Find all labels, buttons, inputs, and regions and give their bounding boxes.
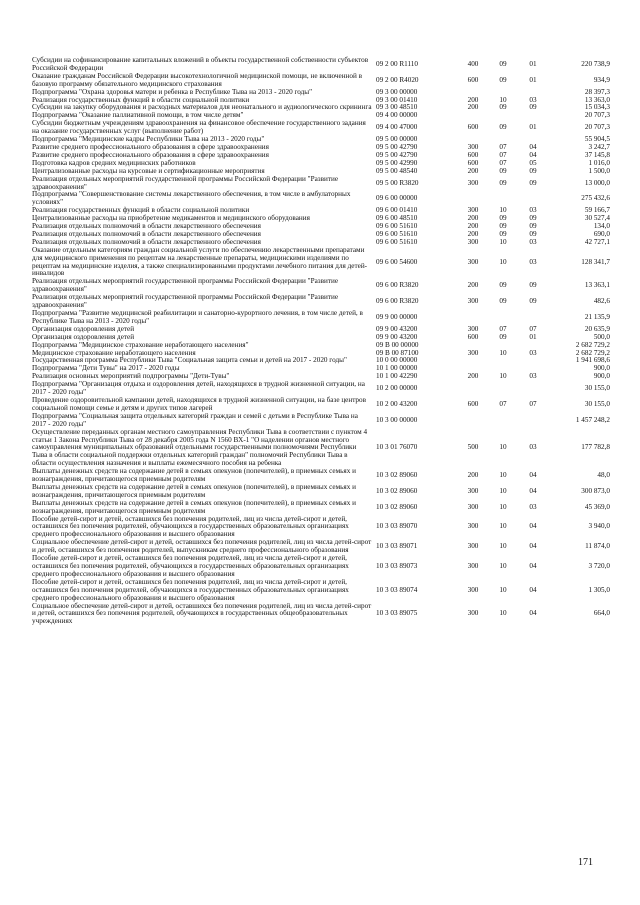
row-section: 09 bbox=[499, 297, 507, 306]
row-code: 09 9 00 00000 bbox=[376, 312, 418, 321]
row-name: Подпрограмма "Социальная защита отдельных категорий граждан и семей с детьми в Республике Тыва на 2017 - 2020 годы" bbox=[32, 411, 358, 428]
row-amount: 275 432,6 bbox=[581, 194, 610, 203]
row-code: 09 6 00 51610 bbox=[376, 222, 418, 231]
row-section: 07 bbox=[499, 158, 507, 167]
row-amount: 900,0 bbox=[593, 372, 610, 381]
row-subsection: 01 bbox=[529, 59, 537, 68]
row-name: Оказание отдельным категориям граждан социальной услуги по обеспечению лекарственными препаратами для медицинского применения по рецептам на лекарственные препараты, медицинскими изделиями по рецептам на медицинские изделия, а также специализированными продуктами лечебного питания для детей-инвалидов bbox=[32, 245, 368, 278]
row-name: Развитие среднего профессионального образования в сфере здравоохранения bbox=[32, 150, 269, 159]
row-name: Проведение оздоровительной кампании детей, находящихся в трудной жизненной ситуации, на базе центров социальной помощи семье и детям и других типов лагерей bbox=[32, 395, 367, 412]
row-code: 09 4 00 47000 bbox=[376, 123, 418, 132]
row-code: 10 3 03 89075 bbox=[376, 609, 418, 618]
row-code: 09 5 00 48540 bbox=[376, 166, 418, 175]
row-code: 09 5 00 R3820 bbox=[376, 178, 419, 187]
row-expense-type: 200 bbox=[467, 214, 479, 223]
row-name: Оказание гражданам Российской Федерации высокотехнологичной медицинской помощи, не включенной в базовую программу обязательного медицинского страхования bbox=[32, 71, 363, 88]
row-amount: 2 682 729,2 bbox=[575, 340, 610, 349]
row-expense-type: 600 bbox=[467, 75, 479, 84]
row-section: 10 bbox=[499, 206, 507, 215]
row-section: 09 bbox=[499, 103, 507, 112]
row-name: Централизованные расходы на курсовые и сертификационные мероприятия bbox=[32, 166, 265, 175]
table-row bbox=[32, 500, 610, 516]
row-name: Реализация отдельных полномочий в области лекарственного обеспечения bbox=[32, 222, 261, 231]
row-expense-type: 300 bbox=[467, 585, 479, 594]
row-name: Государственная программа Республики Тыва "Социальная защита семьи и детей на 2017 - 2020 годы" bbox=[32, 356, 347, 365]
row-expense-type: 300 bbox=[467, 562, 479, 570]
row-amount: 220 738,9 bbox=[581, 59, 610, 68]
row-expense-type: 300 bbox=[467, 237, 479, 246]
row-subsection: 09 bbox=[529, 222, 537, 231]
row-subsection: 07 bbox=[529, 399, 537, 408]
row-code: 09 6 00 R3820 bbox=[376, 281, 419, 290]
row-name: Выплаты денежных средств на содержание детей в семьях опекунов (попечителей), в приемных семьях и вознаграждения, причитающегося приемным родителям bbox=[32, 498, 356, 515]
row-expense-type: 200 bbox=[467, 471, 479, 480]
row-subsection: 01 bbox=[529, 75, 537, 84]
row-name: Реализация отдельных мероприятий государственной программы Российской Федерации "Развитие здравоохранения" bbox=[32, 277, 339, 294]
row-name: Выплаты денежных средств на содержание детей в семьях опекунов (попечителей), в приемных семьях и вознаграждения, причитающегося приемным родителям bbox=[32, 467, 356, 484]
row-expense-type: 200 bbox=[467, 103, 479, 112]
row-subsection: 03 bbox=[529, 257, 537, 266]
row-name: Подпрограмма "Совершенствование системы лекарственного обеспечения, в том числе в амбулаторных условиях" bbox=[32, 190, 351, 207]
table-row bbox=[32, 579, 610, 603]
row-expense-type: 300 bbox=[467, 206, 479, 215]
row-subsection: 09 bbox=[529, 166, 537, 175]
row-amount: 13 000,0 bbox=[584, 178, 610, 187]
row-expense-type: 300 bbox=[467, 324, 479, 333]
row-amount: 30 155,0 bbox=[584, 384, 610, 393]
row-section: 10 bbox=[499, 443, 507, 452]
row-amount: 3 720,0 bbox=[588, 562, 610, 570]
row-amount: 11 874,0 bbox=[585, 542, 610, 551]
row-expense-type: 300 bbox=[467, 486, 479, 495]
row-amount: 2 682 729,2 bbox=[575, 348, 610, 357]
row-name: Организация оздоровления детей bbox=[32, 324, 135, 333]
row-subsection: 04 bbox=[529, 142, 537, 151]
row-subsection: 04 bbox=[529, 542, 537, 551]
row-amount: 59 166,7 bbox=[584, 206, 610, 215]
row-subsection: 01 bbox=[529, 332, 537, 341]
row-section: 10 bbox=[499, 609, 507, 618]
row-name: Подпрограмма "Охрана здоровья матери и ребенка в Республике Тыва на 2013 - 2020 годы" bbox=[32, 87, 313, 96]
row-amount: 900,0 bbox=[593, 364, 610, 373]
row-code: 10 3 03 89073 bbox=[376, 562, 418, 570]
row-expense-type: 600 bbox=[467, 123, 479, 132]
row-code: 09 3 00 48510 bbox=[376, 103, 418, 112]
row-name: Подпрограмма "Оказание паллиативной помощи, в том числе детям" bbox=[32, 111, 244, 120]
row-expense-type: 600 bbox=[467, 332, 479, 341]
row-name: Подпрограмма "Организация отдыха и оздоровления детей, находящихся в трудной жизненной ситуации, на 2017 - 2020 годы" bbox=[32, 380, 365, 397]
table-row bbox=[32, 294, 610, 310]
row-code: 09 5 00 42990 bbox=[376, 158, 418, 167]
row-amount: 20 707,3 bbox=[584, 123, 610, 132]
row-code: 09 9 00 43200 bbox=[376, 324, 418, 333]
row-expense-type: 300 bbox=[467, 522, 479, 531]
budget-table bbox=[32, 57, 610, 626]
table-row bbox=[32, 310, 610, 326]
row-section: 09 bbox=[499, 229, 507, 238]
row-amount: 1 941 698,6 bbox=[575, 356, 610, 365]
row-code: 10 3 03 89071 bbox=[376, 542, 418, 551]
row-code: 10 3 02 89060 bbox=[376, 471, 418, 480]
row-name: Развитие среднего профессионального образования в сфере здравоохранения bbox=[32, 142, 269, 151]
row-expense-type: 300 bbox=[467, 609, 479, 618]
row-name: Реализация отдельных полномочий в области лекарственного обеспечения bbox=[32, 237, 261, 246]
table-row bbox=[32, 468, 610, 484]
row-amount: 20 635,9 bbox=[584, 324, 610, 333]
row-name: Осуществление переданных органам местного самоуправления Республики Тыва в соответствии с пунктом 4 статьи 1 Закона Республики Тыва от 28 декабря 2005 года N 1560 ВХ-1 "О наделении органов местного самоуправления муниципальных образований отдельными государственными полномочиями Республики Тыва в области социальной поддержки отдельных категорий граждан" полномочий Республики Тыва в области осуществления назначения и выплаты ежемесячного пособия на ребенка bbox=[32, 427, 368, 468]
row-subsection: 04 bbox=[529, 609, 537, 618]
row-code: 09 2 00 R4020 bbox=[376, 75, 419, 84]
row-code: 09 В 00 87100 bbox=[376, 348, 419, 357]
row-subsection: 09 bbox=[529, 178, 537, 187]
row-section: 10 bbox=[499, 372, 507, 381]
row-code: 10 2 00 00000 bbox=[376, 384, 418, 393]
row-section: 10 bbox=[499, 502, 507, 511]
row-section: 10 bbox=[499, 486, 507, 495]
row-amount: 20 707,3 bbox=[584, 111, 610, 120]
row-name: Субсидии на софинансирование капитальных вложений в объекты государственной собственности субъектов Российской Федерации bbox=[32, 56, 369, 72]
page-number: 171 bbox=[578, 857, 593, 868]
row-code: 10 3 02 89060 bbox=[376, 502, 418, 511]
row-subsection: 04 bbox=[529, 471, 537, 480]
row-code: 10 3 00 00000 bbox=[376, 415, 418, 424]
row-name: Организация оздоровления детей bbox=[32, 332, 135, 341]
row-amount: 3 940,0 bbox=[588, 522, 610, 531]
row-section: 10 bbox=[499, 522, 507, 531]
table-row bbox=[32, 57, 610, 73]
row-amount: 300 873,0 bbox=[581, 486, 610, 495]
row-expense-type: 200 bbox=[467, 281, 479, 290]
row-section: 09 bbox=[499, 332, 507, 341]
row-amount: 45 369,0 bbox=[584, 502, 610, 511]
row-section: 10 bbox=[499, 542, 507, 551]
row-expense-type: 300 bbox=[467, 142, 479, 151]
table-row bbox=[32, 381, 610, 397]
row-section: 09 bbox=[499, 59, 507, 68]
row-code: 09 5 00 00000 bbox=[376, 135, 418, 144]
row-section: 10 bbox=[499, 348, 507, 357]
table-row bbox=[32, 484, 610, 500]
row-code: 09 6 00 51610 bbox=[376, 237, 418, 246]
row-expense-type: 600 bbox=[467, 150, 479, 159]
row-section: 09 bbox=[499, 75, 507, 84]
row-name: Пособие детей-сирот и детей, оставшихся без попечения родителей, лиц из числа детей-сирот и детей, оставшихся без попечения родителей, обучающихся в государственных образовательных организациях среднего профессионального образования и высшего образования bbox=[32, 577, 349, 602]
row-code: 09 3 00 01410 bbox=[376, 95, 418, 104]
row-expense-type: 600 bbox=[467, 158, 479, 167]
table-row bbox=[32, 191, 610, 207]
row-amount: 1 016,0 bbox=[588, 158, 610, 167]
row-name: Реализация отдельных мероприятий государственной программы Российской Федерации "Развитие здравоохранения" bbox=[32, 174, 339, 191]
row-code: 09 6 00 48510 bbox=[376, 214, 418, 223]
row-expense-type: 200 bbox=[467, 222, 479, 231]
row-subsection: 04 bbox=[529, 585, 537, 594]
row-expense-type: 300 bbox=[467, 348, 479, 357]
row-code: 09 6 00 54600 bbox=[376, 257, 418, 266]
row-code: 10 0 00 00000 bbox=[376, 356, 418, 365]
table-row bbox=[32, 429, 610, 469]
row-code: 09 2 00 R1110 bbox=[376, 59, 418, 68]
row-amount: 30 527,4 bbox=[584, 214, 610, 223]
row-section: 10 bbox=[499, 585, 507, 594]
row-section: 10 bbox=[499, 95, 507, 104]
row-subsection: 09 bbox=[529, 103, 537, 112]
row-section: 09 bbox=[499, 166, 507, 175]
row-subsection: 04 bbox=[529, 150, 537, 159]
row-section: 10 bbox=[499, 257, 507, 266]
row-name: Медицинское страхование неработающего населения bbox=[32, 348, 196, 357]
table-row bbox=[32, 247, 610, 279]
row-subsection: 03 bbox=[529, 443, 537, 452]
row-subsection: 05 bbox=[529, 158, 537, 167]
row-code: 10 3 03 89074 bbox=[376, 585, 418, 594]
row-subsection: 09 bbox=[529, 229, 537, 238]
row-code: 09 4 00 00000 bbox=[376, 111, 418, 120]
row-name: Реализация основных мероприятий подпрограммы "Дети-Тувы" bbox=[32, 372, 230, 381]
row-amount: 21 135,9 bbox=[584, 312, 610, 321]
row-expense-type: 300 bbox=[467, 178, 479, 187]
row-name: Реализация государственных функций в области социальной политики bbox=[32, 95, 250, 104]
table-row bbox=[32, 516, 610, 540]
row-section: 10 bbox=[499, 237, 507, 246]
row-amount: 177 782,8 bbox=[581, 443, 610, 452]
row-subsection: 04 bbox=[529, 562, 537, 570]
row-code: 10 3 02 89060 bbox=[376, 486, 418, 495]
row-expense-type: 300 bbox=[467, 502, 479, 511]
row-name: Пособие детей-сирот и детей, оставшихся без попечения родителей, лиц из числа детей-сирот и детей, оставшихся без попечения родителей, обучающихся в государственных образовательных организациях среднего профессионального образования и высшего образования bbox=[32, 514, 349, 539]
row-code: 09 6 00 51610 bbox=[376, 229, 418, 238]
row-section: 07 bbox=[499, 399, 507, 408]
row-section: 10 bbox=[499, 471, 507, 480]
row-expense-type: 200 bbox=[467, 95, 479, 104]
row-code: 09 5 00 42790 bbox=[376, 150, 418, 159]
row-amount: 37 145,8 bbox=[584, 150, 610, 159]
row-name: Субсидии на закупку оборудования и расходных материалов для неонатального и аудиологического скрининга bbox=[32, 103, 372, 112]
row-code: 09 5 00 42790 bbox=[376, 142, 418, 151]
row-subsection: 03 bbox=[529, 237, 537, 246]
row-subsection: 03 bbox=[529, 348, 537, 357]
row-name: Реализация государственных функций в области социальной политики bbox=[32, 206, 250, 215]
row-code: 10 2 00 43200 bbox=[376, 399, 418, 408]
row-code: 10 1 00 00000 bbox=[376, 364, 418, 373]
row-name: Социальное обеспечение детей-сирот и детей, оставшихся без попечения родителей, лиц из числа детей-сирот и детей, оставшихся без попечения родителей, выпускникам среднего профессионального образования bbox=[32, 538, 372, 555]
table-row bbox=[32, 278, 610, 294]
row-code: 09 3 00 00000 bbox=[376, 87, 418, 96]
row-expense-type: 200 bbox=[467, 166, 479, 175]
row-subsection: 03 bbox=[529, 502, 537, 511]
row-code: 09 6 00 R3820 bbox=[376, 297, 419, 306]
row-expense-type: 300 bbox=[467, 297, 479, 306]
row-code: 10 1 00 42290 bbox=[376, 372, 418, 381]
row-amount: 664,0 bbox=[593, 609, 610, 618]
row-name: Подпрограмма "Медицинские кадры Республики Тыва на 2013 - 2020 годы" bbox=[32, 135, 265, 144]
row-section: 09 bbox=[499, 214, 507, 223]
row-section: 10 bbox=[499, 562, 507, 570]
table-row bbox=[32, 555, 610, 579]
row-amount: 55 904,5 bbox=[584, 135, 610, 144]
table-row bbox=[32, 413, 610, 429]
table-row bbox=[32, 176, 610, 192]
row-amount: 482,6 bbox=[593, 297, 610, 306]
row-subsection: 09 bbox=[529, 297, 537, 306]
row-expense-type: 500 bbox=[467, 443, 479, 452]
row-name: Подпрограмма "Развитие медицинской реабилитации и санаторно-курортного лечения, в том числе детей, в Республике Тыва на 2013 - 2020 годы" bbox=[32, 309, 363, 325]
row-section: 09 bbox=[499, 222, 507, 231]
row-code: 10 3 01 76070 bbox=[376, 443, 418, 452]
table-row bbox=[32, 73, 610, 89]
row-name: Реализация отдельных мероприятий государственной программы Российской Федерации "Развитие здравоохранения" bbox=[32, 293, 339, 310]
row-name: Подготовка кадров средних медицинских работников bbox=[32, 158, 196, 167]
row-expense-type: 300 bbox=[467, 542, 479, 551]
row-subsection: 01 bbox=[529, 123, 537, 132]
row-name: Реализация отдельных полномочий в области лекарственного обеспечения bbox=[32, 229, 261, 238]
row-amount: 1 500,0 bbox=[588, 166, 610, 175]
row-name: Подпрограмма "Дети Тувы" на 2017 - 2020 годы bbox=[32, 364, 180, 373]
row-amount: 3 242,7 bbox=[588, 142, 610, 151]
row-amount: 934,9 bbox=[593, 75, 610, 84]
row-expense-type: 200 bbox=[467, 372, 479, 381]
row-code: 09 В 00 00000 bbox=[376, 340, 419, 349]
row-subsection: 09 bbox=[529, 214, 537, 223]
row-code: 09 6 00 01410 bbox=[376, 206, 418, 215]
row-section: 09 bbox=[499, 123, 507, 132]
row-subsection: 03 bbox=[529, 95, 537, 104]
row-amount: 30 155,0 bbox=[584, 399, 610, 408]
row-amount: 42 727,1 bbox=[584, 237, 610, 246]
row-amount: 1 305,0 bbox=[588, 585, 610, 594]
row-section: 07 bbox=[499, 324, 507, 333]
row-amount: 690,0 bbox=[593, 229, 610, 238]
row-section: 09 bbox=[499, 281, 507, 290]
row-amount: 13 363,0 bbox=[584, 95, 610, 104]
row-name: Социальное обеспечение детей-сирот и детей, оставшихся без попечения родителей, лиц из числа детей-сирот и детей, оставшихся без попечения родителей, обучающихся в государственных общеобразовательных учреждениях bbox=[32, 601, 372, 626]
table-row bbox=[32, 603, 610, 627]
row-code: 10 3 03 89070 bbox=[376, 522, 418, 531]
row-subsection: 04 bbox=[529, 522, 537, 531]
row-subsection: 03 bbox=[529, 206, 537, 215]
row-code: 09 9 00 43200 bbox=[376, 332, 418, 341]
table-row bbox=[32, 397, 610, 413]
row-amount: 1 457 248,2 bbox=[575, 415, 610, 424]
row-expense-type: 600 bbox=[467, 399, 479, 408]
row-amount: 134,0 bbox=[593, 222, 610, 231]
row-amount: 15 034,3 bbox=[584, 103, 610, 112]
row-name: Субсидии бюджетным учреждениям здравоохранения на финансовое обеспечение государственного задания на оказание государственных услуг (выполнение работ) bbox=[32, 119, 366, 136]
row-expense-type: 400 bbox=[467, 59, 479, 68]
row-section: 07 bbox=[499, 150, 507, 159]
row-subsection: 07 bbox=[529, 324, 537, 333]
row-amount: 48,0 bbox=[597, 471, 610, 480]
row-amount: 13 363,1 bbox=[584, 281, 610, 290]
row-subsection: 04 bbox=[529, 486, 537, 495]
row-amount: 28 397,3 bbox=[584, 87, 610, 96]
row-name: Пособие детей-сирот и детей, оставшихся без попечения родителей, лиц из числа детей-сирот и детей, оставшихся без попечения родителей, обучающихся в государственных образовательных организациях среднего профессионального образования и высшего образования bbox=[32, 554, 349, 578]
row-name: Выплаты денежных средств на содержание детей в семьях опекунов (попечителей), в приемных семьях и вознаграждения, причитающегося приемным родителям bbox=[32, 482, 356, 499]
row-section: 09 bbox=[499, 178, 507, 187]
row-amount: 500,0 bbox=[593, 332, 610, 341]
row-subsection: 03 bbox=[529, 372, 537, 381]
row-expense-type: 200 bbox=[467, 229, 479, 238]
row-section: 07 bbox=[499, 142, 507, 151]
table-row bbox=[32, 120, 610, 136]
row-code: 09 6 00 00000 bbox=[376, 194, 418, 203]
row-expense-type: 300 bbox=[467, 257, 479, 266]
row-name: Подпрограмма "Медицинское страхование неработающего населения" bbox=[32, 340, 249, 349]
row-amount: 128 341,7 bbox=[581, 257, 610, 266]
row-name: Централизованные расходы на приобретение медикаментов и медицинского оборудования bbox=[32, 214, 310, 223]
row-subsection: 09 bbox=[529, 281, 537, 290]
table-row bbox=[32, 539, 610, 555]
